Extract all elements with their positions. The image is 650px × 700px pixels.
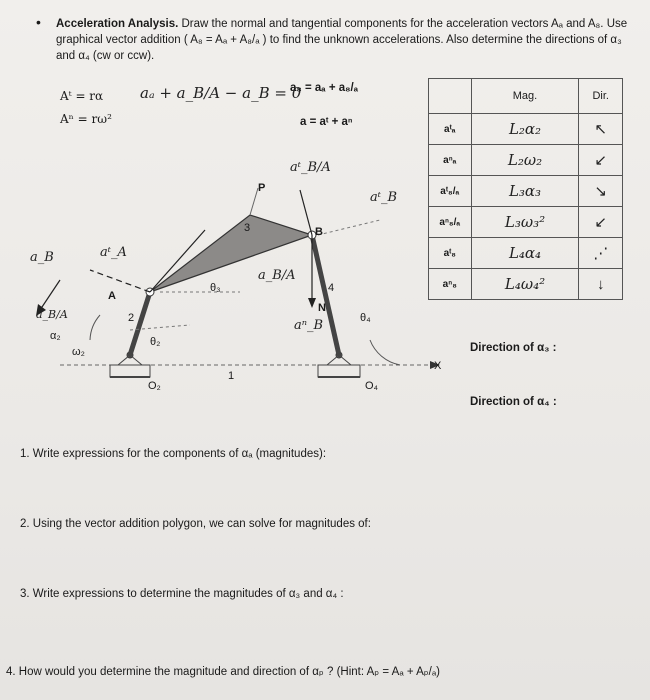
direction-alpha4: Direction of α₄ :	[470, 396, 557, 408]
row-direction: ↙	[579, 145, 623, 176]
label-alpha2: α₂	[50, 330, 61, 342]
link-4	[312, 235, 339, 355]
label-link3: 3	[244, 222, 251, 234]
intro-title: Acceleration Analysis.	[56, 18, 179, 30]
eq-tangential: Aᵗ = rα	[60, 89, 104, 103]
question-2: 2. Using the vector addition polygon, we can solve for magnitudes of:	[20, 518, 371, 530]
question-3: 3. Write expressions to determine the magnitudes of α₃ and α₄ :	[20, 588, 344, 600]
label-theta4: θ₄	[360, 312, 371, 324]
label-a: A	[108, 290, 116, 302]
mechanism-diagram	[0, 70, 460, 400]
hw-label-aba: a_B/A	[258, 268, 296, 283]
row-magnitude: L₂α₂	[471, 114, 579, 145]
coupler-point-line	[250, 188, 258, 215]
hw-label-ab: a_B	[30, 250, 54, 265]
label-link4: 4	[328, 282, 335, 294]
label-omega2: ω₂	[72, 346, 85, 358]
hw-label-ab-t: aᵗ_B	[370, 190, 398, 205]
row-symbol: aᵗ₈/ₐ	[429, 176, 472, 207]
eq-a-sum: a = aᵗ + aⁿ	[300, 116, 353, 128]
handwritten-equation: aₐ + a_B/A − a_B = 0	[140, 84, 302, 102]
arrow-head	[308, 298, 316, 308]
label-n: N	[318, 302, 326, 314]
label-theta3: θ₃	[210, 282, 221, 294]
omega2-arc	[90, 315, 100, 340]
row-magnitude: L₄α₄	[471, 238, 579, 269]
label-x: X	[434, 360, 442, 372]
question-1: 1. Write expressions for the components of αₐ (magnitudes):	[20, 448, 327, 460]
label-o2: O₂	[148, 380, 161, 392]
bullet: •	[36, 14, 41, 30]
label-theta2: θ₂	[150, 336, 161, 348]
row-magnitude: L₄ω₄²	[471, 269, 579, 300]
row-symbol: aⁿₐ	[429, 145, 472, 176]
hw-label-aa-t: aᵗ_A	[100, 245, 127, 260]
row-magnitude: L₃ω₃²	[471, 207, 579, 238]
arrow-at-a	[90, 270, 150, 292]
label-o4: O₄	[365, 380, 379, 392]
row-magnitude: L₂ω₂	[471, 145, 579, 176]
table-header-mag: Mag.	[471, 79, 579, 114]
hw-label-ab-n: aⁿ_B	[294, 318, 324, 333]
hw-label-aba-left: a_B/A	[36, 308, 68, 321]
intro-text	[56, 16, 631, 64]
eq-ab-sum: a₈ = aₐ + a₈/ₐ	[290, 82, 359, 94]
question-4: 4. How would you determine the magnitude and direction of αₚ ? (Hint: Aₚ = Aₐ + Aₚ/ₐ)	[6, 666, 440, 678]
arrow-an-a	[40, 280, 60, 310]
row-symbol: aᵗ₈	[429, 238, 472, 269]
table-header-dir: Dir.	[579, 79, 623, 114]
eq-normal: Aⁿ = rω²	[60, 112, 112, 126]
row-direction: ↘	[579, 176, 623, 207]
theta4-arc	[370, 340, 400, 365]
row-direction: ⋰	[579, 238, 623, 269]
row-symbol: aⁿ₈	[429, 269, 472, 300]
label-link2: 2	[128, 312, 135, 324]
row-magnitude: L₃α₃	[471, 176, 579, 207]
arrow-abt	[300, 190, 312, 235]
row-direction: ↖	[579, 114, 623, 145]
row-direction: ↓	[579, 269, 623, 300]
row-symbol: aᵗₐ	[429, 114, 472, 145]
label-ground: 1	[228, 370, 235, 382]
ref-line-b	[318, 220, 380, 235]
label-b: B	[315, 226, 323, 238]
hw-label-aba-t: aᵗ_B/A	[290, 160, 331, 175]
intro-body: Draw the normal and tangential components for the acceleration vectors Aₐ and A₈. Use graphical vector addition ( A₈ = Aₐ + A₈/ₐ ) to find the unknown accelerations. Also determine the directions of α₃ and α₄ (cw or ccw).	[56, 18, 628, 62]
direction-alpha3: Direction of α₃ :	[470, 342, 557, 354]
row-symbol: aⁿ₈/ₐ	[429, 207, 472, 238]
row-direction: ↙	[579, 207, 623, 238]
label-p: P	[258, 182, 266, 194]
